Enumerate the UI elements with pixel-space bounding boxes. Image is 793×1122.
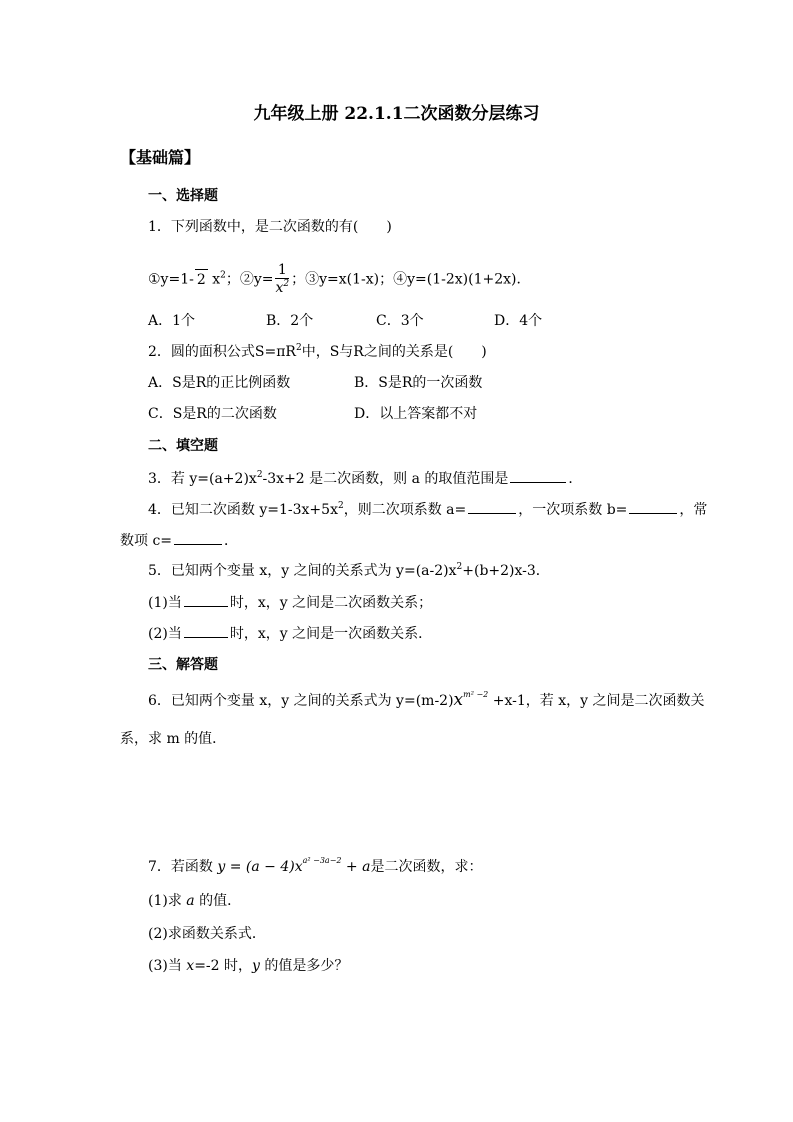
q5-stem-exp: 2 xyxy=(456,562,463,572)
q5-stem-a: 5．已知两个变量 x，y 之间的关系式为 y=(a-2)x xyxy=(148,563,457,579)
q7-p3-a: (3)当 xyxy=(148,958,187,974)
q7-part3 xyxy=(148,956,348,976)
q3-blank[interactable] xyxy=(510,468,566,483)
q5-p2-b: 时，x，y 之间是一次函数关系． xyxy=(229,626,433,642)
q2-stem xyxy=(148,342,487,362)
q1-sqrt xyxy=(195,269,208,290)
q1-f1-a: ①y=1- xyxy=(148,271,194,288)
q7-p3-var: x xyxy=(186,958,195,974)
q7-stem xyxy=(148,857,482,877)
q7-p1-a: (1)求 xyxy=(148,893,187,909)
q5-part2 xyxy=(148,623,432,644)
q2-stem-b: 中，S与R之间的关系是( ) xyxy=(301,344,487,360)
q3 xyxy=(148,468,582,489)
q2-stem-exp: 2 xyxy=(295,343,302,353)
q4-blank-b[interactable] xyxy=(629,499,677,514)
q1-formulas xyxy=(148,262,531,297)
q7-p3-c: 的值是多少？ xyxy=(259,958,349,974)
q7-p3-var2: y xyxy=(252,958,260,974)
q7-a: 7．若函数 xyxy=(148,859,218,875)
q2-option-c: C．S是R的二次函数 xyxy=(148,406,277,422)
q2-option-b: B．S是R的一次函数 xyxy=(354,375,483,391)
q4-exp: 2 xyxy=(337,501,344,511)
q7-formula-exp: a² −3a−2 xyxy=(302,856,342,865)
q4-end: ． xyxy=(224,533,239,549)
section-fill-heading: 二、填空题 xyxy=(148,438,218,454)
q5-blank-1[interactable] xyxy=(184,592,228,607)
q1-f1-sqrt: 2 xyxy=(196,271,206,288)
q5-p1-a: (1)当 xyxy=(148,595,182,611)
q1-option-c: C．3个 xyxy=(376,313,424,329)
q6-line1 xyxy=(148,690,704,711)
q5-part1 xyxy=(148,592,432,613)
q4-blank-a[interactable] xyxy=(468,499,516,514)
section-choice-heading: 一、选择题 xyxy=(148,188,218,204)
q4-line2-text: 数项 c= xyxy=(120,533,173,549)
q3-exp: 2 xyxy=(256,470,263,480)
q6-line2: 系，求 m 的值． xyxy=(120,731,227,747)
q5-p2-a: (2)当 xyxy=(148,626,182,642)
q4-c: ，一次项系数 b= xyxy=(518,502,628,518)
q4-line1 xyxy=(148,499,707,520)
q1-option-a: A．1个 xyxy=(148,313,196,329)
page-title: 九年级上册 22.1.1二次函数分层练习 xyxy=(253,104,540,124)
q2-option-d: D．以上答案都不对 xyxy=(354,406,478,422)
q7-b: 是二次函数，求： xyxy=(370,859,483,875)
q7-part2: (2)求函数关系式． xyxy=(148,926,266,942)
q6-exp: m² −2 xyxy=(463,690,489,699)
q1-f1-b: x xyxy=(212,271,221,288)
q6-a: 6．已知两个变量 x，y 之间的关系式为 y=(m-2) xyxy=(148,693,454,709)
q2-stem-a: 2．圆的面积公式S=πR xyxy=(148,344,296,360)
q4-d: ，常 xyxy=(679,502,708,518)
q5-blank-2[interactable] xyxy=(184,623,228,638)
q4-b: ，则二次项系数 a= xyxy=(343,502,467,518)
q7-part1 xyxy=(148,891,241,911)
q7-formula-b: + a xyxy=(341,859,371,875)
q4-blank-c[interactable] xyxy=(174,530,222,545)
q7-p3-b: =-2 时， xyxy=(194,958,253,974)
q7-p1-b: 的值． xyxy=(194,893,242,909)
q5-stem-b: +(b+2)x-3． xyxy=(462,563,550,579)
q6-b: +x-1，若 x，y 之间是二次函数关 xyxy=(488,693,705,709)
q1-f2-den-exp: 2 xyxy=(283,279,290,289)
q1-f2-num: 1 xyxy=(275,262,289,279)
q3-a: 3．若 y=(a+2)x xyxy=(148,471,257,487)
section-answer-heading: 三、解答题 xyxy=(148,657,218,673)
q6-x: x xyxy=(453,690,464,710)
q4-a: 4．已知二次函数 y=1-3x+5x xyxy=(148,502,338,518)
q7-p1-var: a xyxy=(186,893,195,909)
q1-option-b: B．2个 xyxy=(266,313,314,329)
q3-b: -3x+2 是二次函数，则 a 的取值范围是 xyxy=(262,471,509,487)
q1-f2-a: ；②y= xyxy=(225,271,274,288)
q5-p1-b: 时，x，y 之间是二次函数关系； xyxy=(229,595,433,611)
q2-option-a: A．S是R的正比例函数 xyxy=(148,375,291,391)
q5-stem xyxy=(148,561,550,581)
q1-stem: 1．下列函数中，是二次函数的有( ) xyxy=(148,219,392,235)
section-basic-heading: 【基础篇】 xyxy=(120,148,201,167)
q1-option-d: D．4个 xyxy=(494,313,543,329)
q3-end: ． xyxy=(568,471,583,487)
q4-line2 xyxy=(120,530,238,551)
q7-formula-a: y = (a − 4)x xyxy=(217,859,303,875)
q1-fraction xyxy=(275,262,289,297)
q1-f2-den: x xyxy=(275,280,284,296)
q1-f3: ；③y=x(1-x)；④y=(1-2x)(1+2x)． xyxy=(291,271,531,288)
q1-f1-b-exp: 2 xyxy=(220,270,226,281)
